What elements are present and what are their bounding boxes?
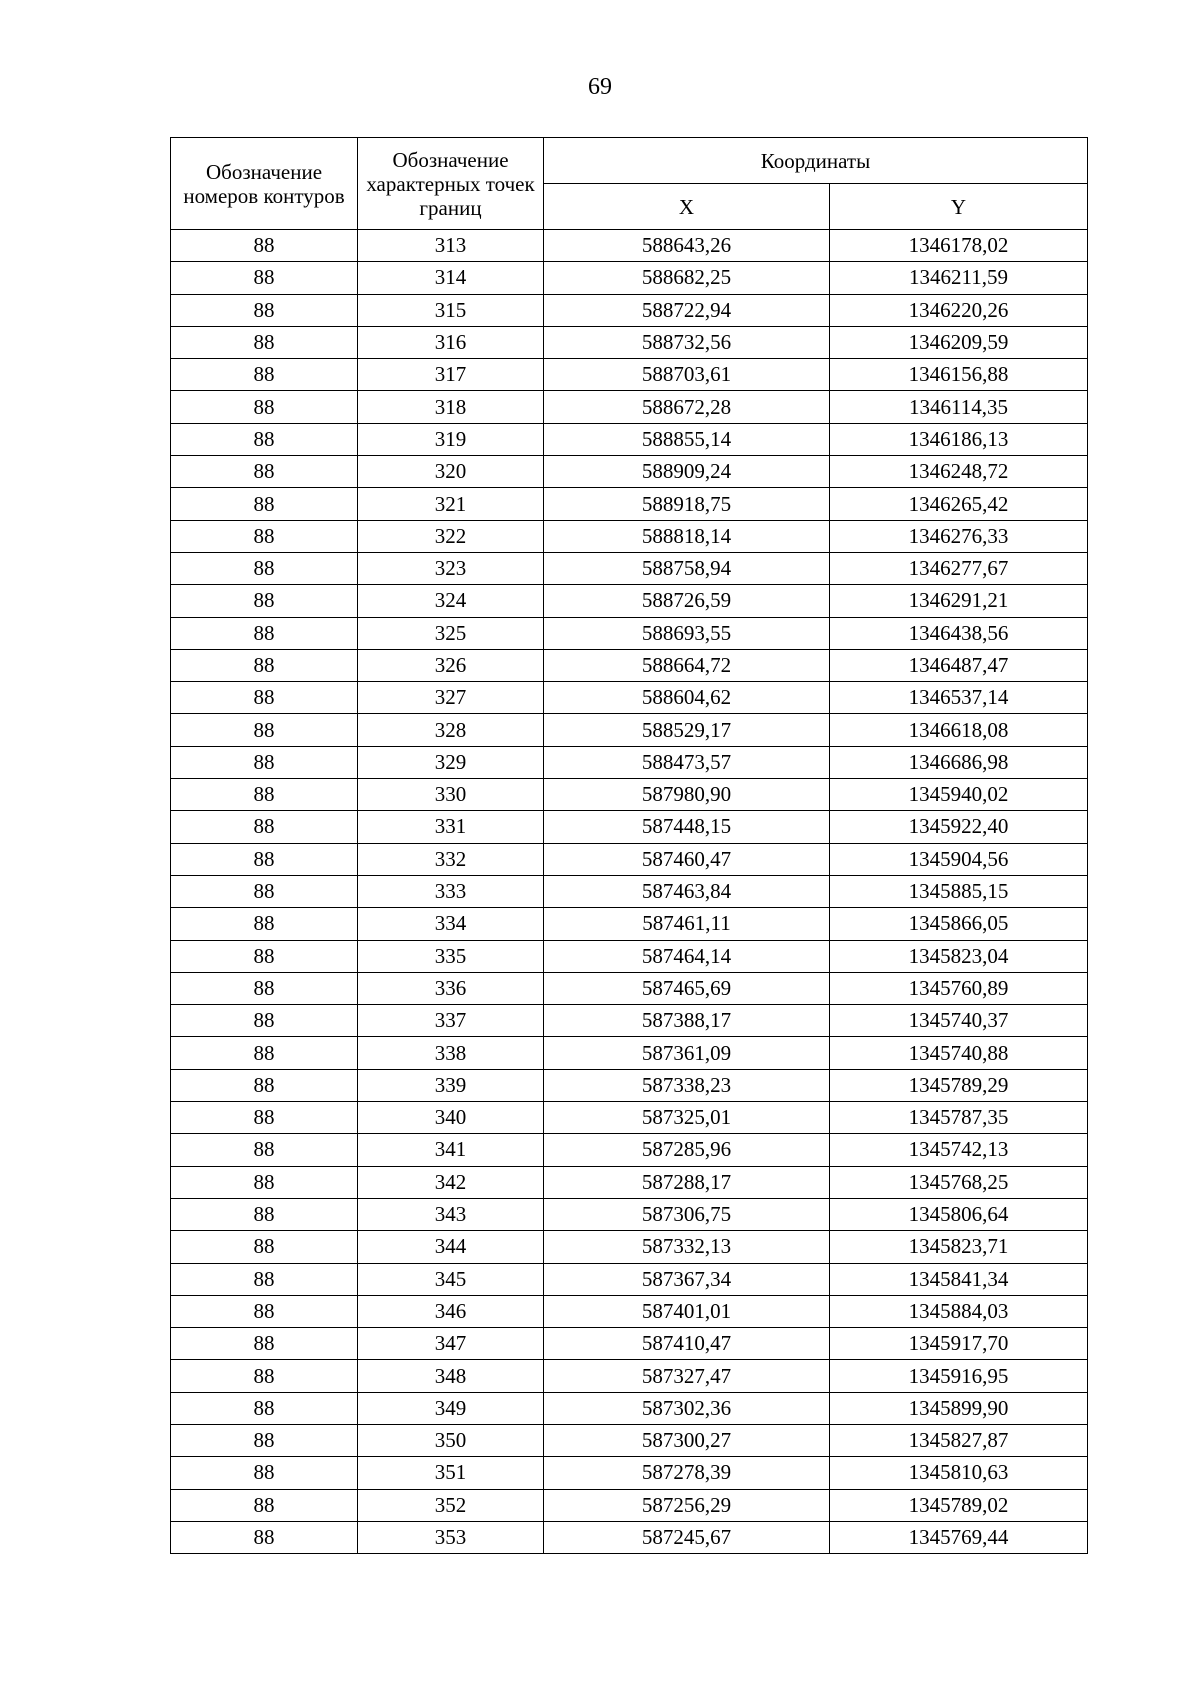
cell-contour: 88 bbox=[171, 359, 358, 391]
cell-y: 1345827,87 bbox=[830, 1424, 1088, 1456]
table-row bbox=[171, 359, 1088, 391]
cell-point: 340 bbox=[358, 1102, 544, 1134]
cell-y: 1345810,63 bbox=[830, 1457, 1088, 1489]
cell-y: 1345740,37 bbox=[830, 1005, 1088, 1037]
table-row bbox=[171, 1521, 1088, 1553]
table-row bbox=[171, 1295, 1088, 1327]
cell-contour: 88 bbox=[171, 1005, 358, 1037]
table-row bbox=[171, 230, 1088, 262]
cell-point: 352 bbox=[358, 1489, 544, 1521]
cell-x: 587448,15 bbox=[544, 811, 830, 843]
cell-x: 588703,61 bbox=[544, 359, 830, 391]
table-row bbox=[171, 940, 1088, 972]
cell-contour: 88 bbox=[171, 391, 358, 423]
table-row bbox=[171, 520, 1088, 552]
cell-point: 327 bbox=[358, 682, 544, 714]
cell-x: 588918,75 bbox=[544, 488, 830, 520]
cell-contour: 88 bbox=[171, 972, 358, 1004]
cell-point: 313 bbox=[358, 230, 544, 262]
table-row bbox=[171, 972, 1088, 1004]
cell-point: 319 bbox=[358, 423, 544, 455]
cell-point: 318 bbox=[358, 391, 544, 423]
table-row bbox=[171, 779, 1088, 811]
cell-y: 1346211,59 bbox=[830, 262, 1088, 294]
cell-y: 1346277,67 bbox=[830, 552, 1088, 584]
cell-y: 1346186,13 bbox=[830, 423, 1088, 455]
cell-x: 587245,67 bbox=[544, 1521, 830, 1553]
cell-point: 338 bbox=[358, 1037, 544, 1069]
cell-contour: 88 bbox=[171, 1037, 358, 1069]
cell-y: 1346114,35 bbox=[830, 391, 1088, 423]
table-row bbox=[171, 552, 1088, 584]
cell-x: 588855,14 bbox=[544, 423, 830, 455]
cell-contour: 88 bbox=[171, 262, 358, 294]
cell-y: 1345940,02 bbox=[830, 779, 1088, 811]
cell-y: 1345760,89 bbox=[830, 972, 1088, 1004]
cell-x: 588664,72 bbox=[544, 649, 830, 681]
cell-x: 588693,55 bbox=[544, 617, 830, 649]
cell-contour: 88 bbox=[171, 1134, 358, 1166]
cell-point: 316 bbox=[358, 326, 544, 358]
cell-point: 342 bbox=[358, 1166, 544, 1198]
cell-x: 587463,84 bbox=[544, 875, 830, 907]
cell-x: 587332,13 bbox=[544, 1231, 830, 1263]
table-row bbox=[171, 1489, 1088, 1521]
cell-point: 348 bbox=[358, 1360, 544, 1392]
cell-contour: 88 bbox=[171, 1263, 358, 1295]
header-x: X bbox=[544, 184, 830, 230]
cell-contour: 88 bbox=[171, 1424, 358, 1456]
cell-y: 1345904,56 bbox=[830, 843, 1088, 875]
cell-contour: 88 bbox=[171, 1231, 358, 1263]
cell-contour: 88 bbox=[171, 1489, 358, 1521]
cell-contour: 88 bbox=[171, 617, 358, 649]
cell-y: 1345769,44 bbox=[830, 1521, 1088, 1553]
cell-point: 322 bbox=[358, 520, 544, 552]
table-row bbox=[171, 843, 1088, 875]
cell-point: 320 bbox=[358, 456, 544, 488]
cell-point: 337 bbox=[358, 1005, 544, 1037]
cell-x: 587327,47 bbox=[544, 1360, 830, 1392]
table-row bbox=[171, 1424, 1088, 1456]
cell-contour: 88 bbox=[171, 779, 358, 811]
table-row bbox=[171, 488, 1088, 520]
cell-x: 587388,17 bbox=[544, 1005, 830, 1037]
cell-contour: 88 bbox=[171, 714, 358, 746]
cell-point: 345 bbox=[358, 1263, 544, 1295]
cell-y: 1345789,02 bbox=[830, 1489, 1088, 1521]
cell-x: 588818,14 bbox=[544, 520, 830, 552]
cell-y: 1346618,08 bbox=[830, 714, 1088, 746]
cell-contour: 88 bbox=[171, 1457, 358, 1489]
cell-x: 588722,94 bbox=[544, 294, 830, 326]
cell-x: 588732,56 bbox=[544, 326, 830, 358]
cell-x: 587460,47 bbox=[544, 843, 830, 875]
table-row bbox=[171, 617, 1088, 649]
table-row bbox=[171, 649, 1088, 681]
cell-x: 587464,14 bbox=[544, 940, 830, 972]
cell-point: 321 bbox=[358, 488, 544, 520]
cell-point: 347 bbox=[358, 1328, 544, 1360]
cell-point: 329 bbox=[358, 746, 544, 778]
cell-y: 1345789,29 bbox=[830, 1069, 1088, 1101]
table-row bbox=[171, 294, 1088, 326]
cell-y: 1346487,47 bbox=[830, 649, 1088, 681]
cell-y: 1345841,34 bbox=[830, 1263, 1088, 1295]
cell-x: 587361,09 bbox=[544, 1037, 830, 1069]
table-row bbox=[171, 1263, 1088, 1295]
cell-y: 1346291,21 bbox=[830, 585, 1088, 617]
cell-contour: 88 bbox=[171, 1392, 358, 1424]
cell-x: 587302,36 bbox=[544, 1392, 830, 1424]
cell-x: 587278,39 bbox=[544, 1457, 830, 1489]
table-body bbox=[171, 230, 1088, 1554]
cell-contour: 88 bbox=[171, 1198, 358, 1230]
cell-contour: 88 bbox=[171, 843, 358, 875]
cell-x: 587367,34 bbox=[544, 1263, 830, 1295]
cell-contour: 88 bbox=[171, 1295, 358, 1327]
header-boundary-point: Обозначение характерных точек границ bbox=[358, 138, 544, 230]
cell-x: 587325,01 bbox=[544, 1102, 830, 1134]
table-row bbox=[171, 456, 1088, 488]
cell-point: 351 bbox=[358, 1457, 544, 1489]
cell-y: 1345740,88 bbox=[830, 1037, 1088, 1069]
cell-x: 587980,90 bbox=[544, 779, 830, 811]
page-number: 69 bbox=[588, 74, 612, 100]
cell-contour: 88 bbox=[171, 1360, 358, 1392]
table-row bbox=[171, 1360, 1088, 1392]
cell-y: 1346209,59 bbox=[830, 326, 1088, 358]
cell-y: 1346248,72 bbox=[830, 456, 1088, 488]
table-row bbox=[171, 326, 1088, 358]
cell-x: 588473,57 bbox=[544, 746, 830, 778]
table-row bbox=[171, 908, 1088, 940]
table-row bbox=[171, 1166, 1088, 1198]
cell-x: 588672,28 bbox=[544, 391, 830, 423]
header-y: Y bbox=[830, 184, 1088, 230]
table-row bbox=[171, 682, 1088, 714]
cell-y: 1346265,42 bbox=[830, 488, 1088, 520]
table-row bbox=[171, 875, 1088, 907]
cell-contour: 88 bbox=[171, 811, 358, 843]
cell-point: 339 bbox=[358, 1069, 544, 1101]
cell-y: 1345823,04 bbox=[830, 940, 1088, 972]
cell-x: 587285,96 bbox=[544, 1134, 830, 1166]
table-row bbox=[171, 1328, 1088, 1360]
cell-y: 1346438,56 bbox=[830, 617, 1088, 649]
table-header bbox=[171, 138, 1088, 230]
cell-point: 335 bbox=[358, 940, 544, 972]
cell-contour: 88 bbox=[171, 682, 358, 714]
cell-x: 587288,17 bbox=[544, 1166, 830, 1198]
header-coordinates: Координаты bbox=[544, 138, 1088, 184]
cell-x: 587338,23 bbox=[544, 1069, 830, 1101]
cell-contour: 88 bbox=[171, 746, 358, 778]
table-row bbox=[171, 1037, 1088, 1069]
cell-contour: 88 bbox=[171, 423, 358, 455]
cell-x: 587306,75 bbox=[544, 1198, 830, 1230]
cell-x: 587401,01 bbox=[544, 1295, 830, 1327]
cell-y: 1346276,33 bbox=[830, 520, 1088, 552]
cell-contour: 88 bbox=[171, 649, 358, 681]
cell-contour: 88 bbox=[171, 1521, 358, 1553]
table-row bbox=[171, 714, 1088, 746]
cell-x: 588726,59 bbox=[544, 585, 830, 617]
cell-y: 1345787,35 bbox=[830, 1102, 1088, 1134]
cell-y: 1345742,13 bbox=[830, 1134, 1088, 1166]
table-row bbox=[171, 1134, 1088, 1166]
cell-x: 587256,29 bbox=[544, 1489, 830, 1521]
cell-point: 324 bbox=[358, 585, 544, 617]
cell-contour: 88 bbox=[171, 940, 358, 972]
cell-y: 1346537,14 bbox=[830, 682, 1088, 714]
cell-point: 315 bbox=[358, 294, 544, 326]
cell-point: 317 bbox=[358, 359, 544, 391]
table-row bbox=[171, 262, 1088, 294]
cell-contour: 88 bbox=[171, 875, 358, 907]
coordinates-table bbox=[170, 137, 1088, 1554]
cell-point: 353 bbox=[358, 1521, 544, 1553]
cell-y: 1345916,95 bbox=[830, 1360, 1088, 1392]
cell-contour: 88 bbox=[171, 1328, 358, 1360]
cell-x: 587300,27 bbox=[544, 1424, 830, 1456]
table-row bbox=[171, 423, 1088, 455]
table-row bbox=[171, 1231, 1088, 1263]
cell-point: 336 bbox=[358, 972, 544, 1004]
cell-contour: 88 bbox=[171, 520, 358, 552]
cell-x: 588682,25 bbox=[544, 262, 830, 294]
header-contour-number: Обозначение номеров контуров bbox=[171, 138, 358, 230]
cell-contour: 88 bbox=[171, 294, 358, 326]
cell-y: 1346156,88 bbox=[830, 359, 1088, 391]
cell-contour: 88 bbox=[171, 488, 358, 520]
cell-y: 1345917,70 bbox=[830, 1328, 1088, 1360]
table-row bbox=[171, 811, 1088, 843]
cell-y: 1346178,02 bbox=[830, 230, 1088, 262]
cell-x: 588909,24 bbox=[544, 456, 830, 488]
cell-y: 1345823,71 bbox=[830, 1231, 1088, 1263]
cell-y: 1345768,25 bbox=[830, 1166, 1088, 1198]
cell-point: 325 bbox=[358, 617, 544, 649]
cell-y: 1346686,98 bbox=[830, 746, 1088, 778]
cell-contour: 88 bbox=[171, 1069, 358, 1101]
cell-point: 314 bbox=[358, 262, 544, 294]
cell-y: 1345866,05 bbox=[830, 908, 1088, 940]
table-row bbox=[171, 1102, 1088, 1134]
cell-point: 328 bbox=[358, 714, 544, 746]
cell-y: 1346220,26 bbox=[830, 294, 1088, 326]
cell-point: 346 bbox=[358, 1295, 544, 1327]
cell-x: 588604,62 bbox=[544, 682, 830, 714]
table-row bbox=[171, 1198, 1088, 1230]
cell-point: 326 bbox=[358, 649, 544, 681]
cell-y: 1345899,90 bbox=[830, 1392, 1088, 1424]
cell-point: 331 bbox=[358, 811, 544, 843]
cell-contour: 88 bbox=[171, 908, 358, 940]
table-row bbox=[171, 391, 1088, 423]
cell-point: 349 bbox=[358, 1392, 544, 1424]
cell-point: 332 bbox=[358, 843, 544, 875]
cell-x: 588529,17 bbox=[544, 714, 830, 746]
cell-point: 350 bbox=[358, 1424, 544, 1456]
cell-x: 588758,94 bbox=[544, 552, 830, 584]
cell-contour: 88 bbox=[171, 326, 358, 358]
cell-contour: 88 bbox=[171, 552, 358, 584]
table-row bbox=[171, 1392, 1088, 1424]
table-row bbox=[171, 1069, 1088, 1101]
cell-y: 1345884,03 bbox=[830, 1295, 1088, 1327]
cell-point: 344 bbox=[358, 1231, 544, 1263]
cell-x: 587461,11 bbox=[544, 908, 830, 940]
cell-point: 333 bbox=[358, 875, 544, 907]
cell-point: 343 bbox=[358, 1198, 544, 1230]
table-row bbox=[171, 746, 1088, 778]
cell-y: 1345922,40 bbox=[830, 811, 1088, 843]
table-row bbox=[171, 1457, 1088, 1489]
cell-y: 1345806,64 bbox=[830, 1198, 1088, 1230]
cell-point: 323 bbox=[358, 552, 544, 584]
header-row bbox=[171, 138, 1088, 184]
cell-contour: 88 bbox=[171, 456, 358, 488]
cell-contour: 88 bbox=[171, 1166, 358, 1198]
cell-contour: 88 bbox=[171, 230, 358, 262]
table-row bbox=[171, 1005, 1088, 1037]
cell-x: 587410,47 bbox=[544, 1328, 830, 1360]
cell-x: 587465,69 bbox=[544, 972, 830, 1004]
table-row bbox=[171, 585, 1088, 617]
cell-point: 334 bbox=[358, 908, 544, 940]
cell-contour: 88 bbox=[171, 585, 358, 617]
cell-point: 330 bbox=[358, 779, 544, 811]
cell-point: 341 bbox=[358, 1134, 544, 1166]
cell-y: 1345885,15 bbox=[830, 875, 1088, 907]
cell-contour: 88 bbox=[171, 1102, 358, 1134]
cell-x: 588643,26 bbox=[544, 230, 830, 262]
